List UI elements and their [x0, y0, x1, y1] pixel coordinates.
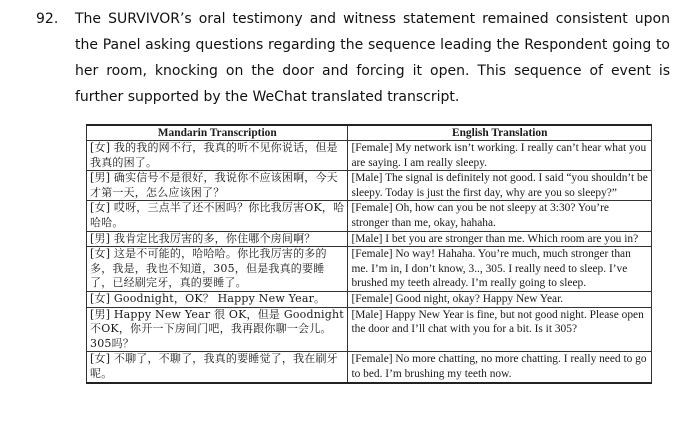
english-column-header: English Translation — [348, 125, 652, 141]
english-cell: [Male] The signal is definitely not good. I said “you shouldn’t be sleepy. Today is just the first day, why are you so sleepy?” — [348, 171, 652, 201]
mandarin-cell: [女] 这是不可能的，哈哈哈。你比我厉害的多的多，我是，我也不知道，305，但是我真的要睡了，已经刷完牙，真的要睡了。 — [87, 247, 348, 292]
english-cell: [Female] No more chatting, no more chatting. I really need to go to bed. I’m brushing my teeth now. — [348, 352, 652, 383]
paragraph-number — [36, 6, 66, 32]
mandarin-cell: [男] 我肯定比我厉害的多，你住哪个房间啊？ — [87, 231, 348, 247]
mandarin-cell: [女] Goodnight，OK？ Happy New Year。 — [87, 291, 348, 307]
mandarin-cell: [男] Happy New Year 很 OK，但是 Goodnight 不OK，你开一下房间门吧，我再跟你聊一会儿。305吗？ — [87, 307, 348, 352]
english-cell: [Male] I bet you are stronger than me. Which room are you in? — [348, 231, 652, 247]
table-header-row — [87, 125, 652, 141]
mandarin-cell: [女] 不聊了，不聊了，我真的要睡觉了，我在刷牙呢。 — [87, 352, 348, 383]
english-cell: [Female] My network isn’t working. I really can’t hear what you are saying. I am really sleepy. — [348, 141, 652, 171]
english-cell: [Female] Oh, how can you be not sleepy at 3:30? You’re stronger than me, okay, hahaha. — [348, 201, 652, 231]
transcript-table — [86, 124, 652, 384]
paragraph-body — [75, 6, 670, 110]
table-row — [87, 352, 652, 383]
english-cell: [Male] Happy New Year is fine, but not good night. Please open the door and I’ll chat with you for a bit. Is it 305? — [348, 307, 652, 352]
table-row — [87, 201, 652, 231]
paragraph-line: The SURVIVOR’s oral testimony and witness statement remained consistent upon — [75, 11, 670, 27]
paragraph-line: the Panel asking questions regarding the sequence leading the Respondent going to — [75, 37, 670, 53]
mandarin-cell: [男] 确实信号不是很好，我说你不应该困啊，今天才第一天，怎么应该困了？ — [87, 171, 348, 201]
paragraph-number-text: 92. — [36, 11, 59, 27]
paragraph-line: her room, knocking on the door and forcing it open. This sequence of event is — [75, 63, 670, 79]
table-row — [87, 141, 652, 171]
table-row — [87, 247, 652, 292]
mandarin-cell: [女] 我的我的网不行，我真的听不见你说话，但是我真的困了。 — [87, 141, 348, 171]
mandarin-column-header: Mandarin Transcription — [87, 125, 348, 141]
english-cell: [Female] No way! Hahaha. You’re much, much stronger than me. I’m in, I don’t know, 3.., 305. I really need to sleep. I’ve brushed my teeth already. I’m really going to sleep. — [348, 247, 652, 292]
mandarin-cell: [女] 哎呀，三点半了还不困吗？你比我厉害OK，哈哈哈。 — [87, 201, 348, 231]
table-row — [87, 231, 652, 247]
english-cell: [Female] Good night, okay? Happy New Year. — [348, 291, 652, 307]
table-row — [87, 171, 652, 201]
table-row — [87, 307, 652, 352]
paragraph-line: further supported by the WeChat translated transcript. — [75, 89, 460, 105]
table-row — [87, 291, 652, 307]
